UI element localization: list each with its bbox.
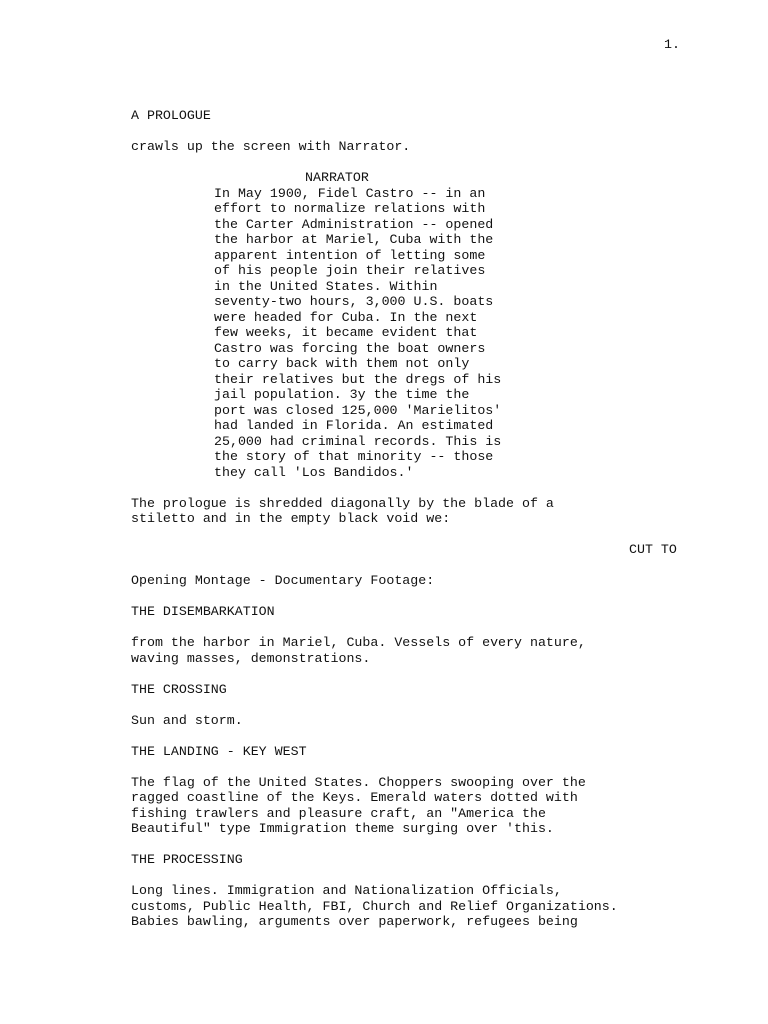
action-line: Babies bawling, arguments over paperwork, refugees being: [131, 914, 578, 929]
dialogue-line: few weeks, it became evident that: [214, 325, 478, 340]
action-line: customs, Public Health, FBI, Church and Relief Organizations.: [131, 898, 618, 914]
action-line: The flag of the United States. Choppers swooping over the: [131, 774, 586, 790]
action-lines: [131, 883, 711, 930]
dialogue-line: 25,000 had criminal records. This is: [214, 433, 502, 449]
action-crawls: crawls up the screen with Narrator.: [131, 139, 411, 154]
dialogue-line: to carry back with them not only: [214, 356, 470, 371]
scene-heading-landing: THE LANDING - KEY WEST: [131, 743, 307, 759]
dialogue-line: were headed for Cuba. In the next: [214, 309, 478, 325]
action-line: waving masses, demonstrations.: [131, 650, 371, 666]
dialogue-line: apparent intention of letting some: [214, 247, 486, 263]
action-shredded: [131, 496, 711, 527]
script-body: [131, 108, 711, 930]
action-line: ragged coastline of the Keys. Emerald waters dotted with: [131, 790, 578, 805]
dialogue-line: they call 'Los Bandidos.': [214, 464, 414, 480]
action-line: fishing trawlers and pleasure craft, an "America the: [131, 805, 546, 821]
action-harbor: [131, 635, 711, 666]
action-montage: Opening Montage - Documentary Footage:: [131, 573, 435, 588]
action-line: The prologue is shredded diagonally by the blade of a: [131, 495, 554, 511]
dialogue-line: jail population. 3y the time the: [214, 387, 470, 402]
action-line: Beautiful" type Immigration theme surging over 'this.: [131, 821, 554, 836]
page-number: 1.: [664, 37, 680, 52]
scene-heading-disembarkation: THE DISEMBARKATION: [131, 604, 275, 619]
dialogue-line: Castro was forcing the boat owners: [214, 340, 486, 356]
scene-heading-crossing: THE CROSSING: [131, 681, 227, 697]
dialogue-line: their relatives but the dregs of his: [214, 371, 502, 387]
dialogue-line: seventy-two hours, 3,000 U.S. boats: [214, 294, 494, 309]
transition-cut-to: CUT TO: [629, 542, 677, 557]
action-line: Long lines. Immigration and Nationalization Officials,: [131, 883, 562, 898]
dialogue-line: the harbor at Mariel, Cuba with the: [214, 232, 494, 247]
action-sun: Sun and storm.: [131, 712, 243, 728]
dialogue-narrator: [131, 186, 711, 481]
dialogue-line: the story of that minority -- those: [214, 449, 494, 464]
action-flag: [131, 775, 711, 837]
action-line: from the harbor in Mariel, Cuba. Vessels of every nature,: [131, 635, 586, 650]
action-line: stiletto and in the empty black void we:: [131, 511, 451, 526]
dialogue-line: effort to normalize relations with: [214, 201, 486, 216]
dialogue-line: of his people join their relatives: [214, 263, 486, 278]
character-narrator: NARRATOR: [305, 170, 369, 185]
dialogue-line: port was closed 125,000 'Marielitos': [214, 402, 502, 418]
dialogue-line: the Carter Administration -- opened: [214, 216, 494, 232]
scene-heading-processing: THE PROCESSING: [131, 852, 243, 867]
dialogue-line: in the United States. Within: [214, 278, 438, 294]
dialogue-line: In May 1900, Fidel Castro -- in an: [214, 185, 486, 201]
scene-heading-prologue: A PROLOGUE: [131, 108, 211, 123]
dialogue-line: had landed in Florida. An estimated: [214, 418, 494, 433]
